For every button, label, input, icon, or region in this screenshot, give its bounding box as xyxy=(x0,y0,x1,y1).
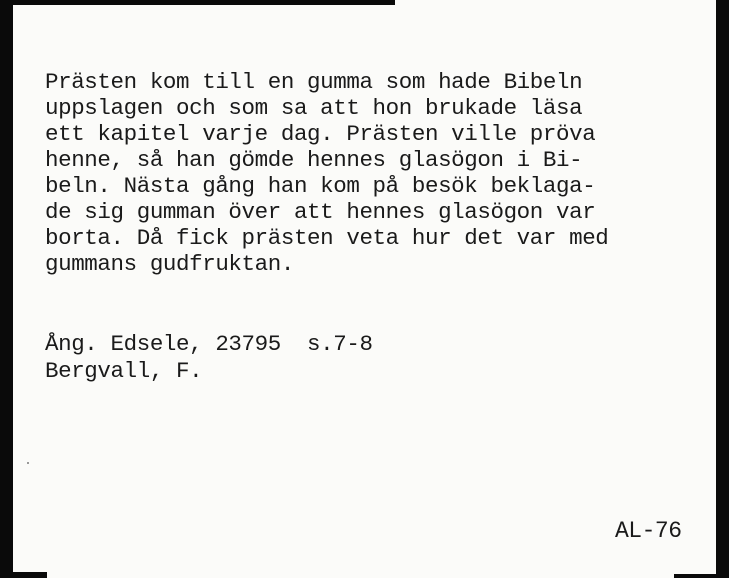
scan-border-bottom-right xyxy=(674,574,729,578)
informant-name: Bergvall, F. xyxy=(45,358,203,384)
story-line: borta. Då fick prästen veta hur det var med xyxy=(45,225,609,251)
story-line: ett kapitel varje dag. Prästen ville pröva xyxy=(45,121,596,147)
scan-border-right xyxy=(716,0,729,578)
scan-border-top xyxy=(0,0,395,5)
story-line: gummans gudfruktan. xyxy=(45,251,294,277)
catalog-id: AL-76 xyxy=(615,518,682,544)
story-line: de sig gumman över att hennes glasögon var xyxy=(45,199,596,225)
scan-border-bottom xyxy=(0,572,47,578)
scan-border-left xyxy=(0,0,13,578)
story-line: beln. Nästa gång han kom på besök beklaga- xyxy=(45,173,596,199)
scan-speck xyxy=(27,462,29,464)
story-line: uppslagen och som sa att hon brukade läsa xyxy=(45,95,583,121)
source-reference: Ång. Edsele, 23795 s.7-8 xyxy=(45,331,373,357)
story-line: henne, så han gömde hennes glasögon i Bi- xyxy=(45,147,583,173)
story-line: Prästen kom till en gumma som hade Bibeln xyxy=(45,69,583,95)
